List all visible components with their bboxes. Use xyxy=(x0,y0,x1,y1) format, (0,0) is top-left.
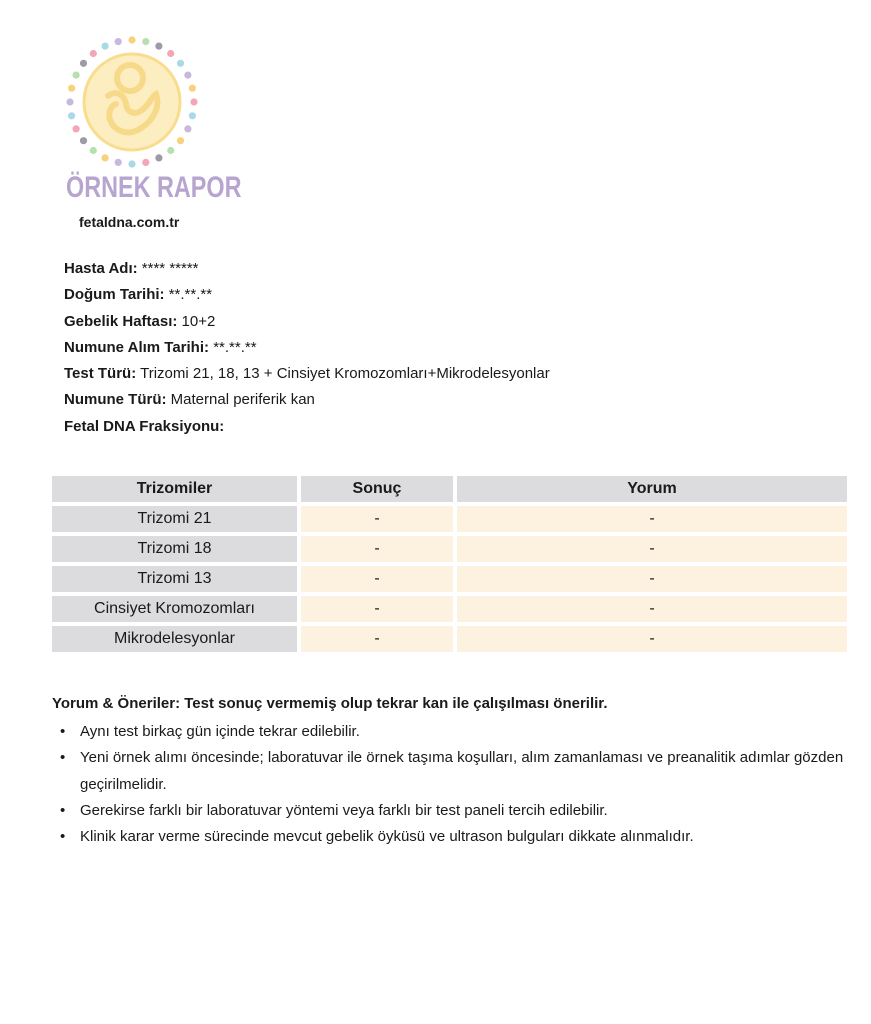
list-item: • Yeni örnek alımı öncesinde; laboratuvar ile örnek taşıma koşulları, alım zamanlaması ve preanalitik adımlar gözden geçirilmelidir. xyxy=(80,745,852,798)
logo-dot xyxy=(167,50,174,57)
column-header-result: Sonuç xyxy=(301,476,453,502)
info-row-test-type: Test Türü: Trizomi 21, 18, 13 + Cinsiyet Kromozomları+Mikrodelesyonlar xyxy=(64,365,550,383)
info-row-birth-date: Doğum Tarihi: **.**.** xyxy=(64,286,213,304)
logo-dot xyxy=(155,43,162,50)
patient-info xyxy=(64,256,550,440)
bullet-icon: • xyxy=(60,749,66,767)
website-label: fetaldna.com.tr xyxy=(79,214,180,230)
logo-dot xyxy=(189,112,196,119)
logo-dot xyxy=(115,38,122,45)
logo-dot xyxy=(90,50,97,57)
logo-dot xyxy=(189,85,196,92)
row-result: - xyxy=(301,506,453,532)
results-table xyxy=(52,476,843,656)
row-comment: - xyxy=(457,506,847,532)
info-row-patient-name: Hasta Adı: **** ***** xyxy=(64,260,199,277)
info-row-sample-date: Numune Alım Tarihi: **.**.** xyxy=(64,338,257,356)
logo-dot xyxy=(68,112,75,119)
logo-dot xyxy=(80,60,87,67)
row-comment: - xyxy=(457,566,847,592)
table-row xyxy=(52,506,847,532)
logo-dot xyxy=(102,43,109,50)
row-result: - xyxy=(301,536,453,562)
table-row xyxy=(52,566,847,592)
table-header-row xyxy=(52,476,847,502)
logo-dot xyxy=(73,125,80,132)
list-item: • Aynı test birkaç gün içinde tekrar edilebilir. xyxy=(80,719,852,745)
column-header-comment: Yorum xyxy=(457,476,847,502)
row-name: Trizomi 21 xyxy=(52,506,297,532)
list-item: • Gerekirse farklı bir laboratuvar yöntemi veya farklı bir test paneli tercih edilebilir. xyxy=(80,798,852,824)
logo-dot xyxy=(66,98,73,105)
row-comment: - xyxy=(457,626,847,652)
info-row-sample-type: Numune Türü: Maternal periferik kan xyxy=(64,391,315,409)
row-name: Trizomi 18 xyxy=(52,536,297,562)
logo-dot xyxy=(184,72,191,79)
logo-dot xyxy=(142,159,149,166)
logo-dot xyxy=(128,36,135,43)
table-row xyxy=(52,596,847,622)
row-name: Mikrodelesyonlar xyxy=(52,626,297,652)
bullet-icon: • xyxy=(60,723,66,740)
logo-dot xyxy=(128,160,135,167)
logo-dot xyxy=(115,159,122,166)
recommendations-list xyxy=(52,719,852,850)
logo-dot xyxy=(68,85,75,92)
mother-baby-logo-icon xyxy=(64,34,200,170)
bullet-icon: • xyxy=(60,801,66,819)
logo-dot xyxy=(142,38,149,45)
bullet-icon: • xyxy=(60,828,66,846)
row-result: - xyxy=(301,566,453,592)
table-row xyxy=(52,626,847,652)
info-row-gestation-week: Gebelik Haftası: 10+2 xyxy=(64,312,216,330)
row-name: Cinsiyet Kromozomları xyxy=(52,596,297,622)
comments-heading: Yorum & Öneriler: Test sonuç vermemiş olup tekrar kan ile çalışılması önerilir. xyxy=(52,695,608,712)
logo-dot xyxy=(177,60,184,67)
logo-dot xyxy=(73,72,80,79)
logo-dot xyxy=(167,147,174,154)
row-comment: - xyxy=(457,596,847,622)
comments-section xyxy=(52,693,852,850)
row-result: - xyxy=(301,596,453,622)
logo-dot xyxy=(177,137,184,144)
column-header-trisomies: Trizomiler xyxy=(52,476,297,502)
row-result: - xyxy=(301,626,453,652)
list-item: • Klinik karar verme sürecinde mevcut gebelik öyküsü ve ultrason bulguları dikkate alınmalıdır. xyxy=(80,824,852,850)
table-row xyxy=(52,536,847,562)
row-name: Trizomi 13 xyxy=(52,566,297,592)
logo-dot xyxy=(184,125,191,132)
logo-dot xyxy=(90,147,97,154)
info-row-fetal-dna-fraction: Fetal DNA Fraksiyonu: xyxy=(64,417,225,435)
report-title: ÖRNEK RAPOR xyxy=(66,171,242,204)
logo-dot xyxy=(102,154,109,161)
logo-dot xyxy=(80,137,87,144)
row-comment: - xyxy=(457,536,847,562)
logo-dot xyxy=(190,98,197,105)
logo-dot xyxy=(155,154,162,161)
